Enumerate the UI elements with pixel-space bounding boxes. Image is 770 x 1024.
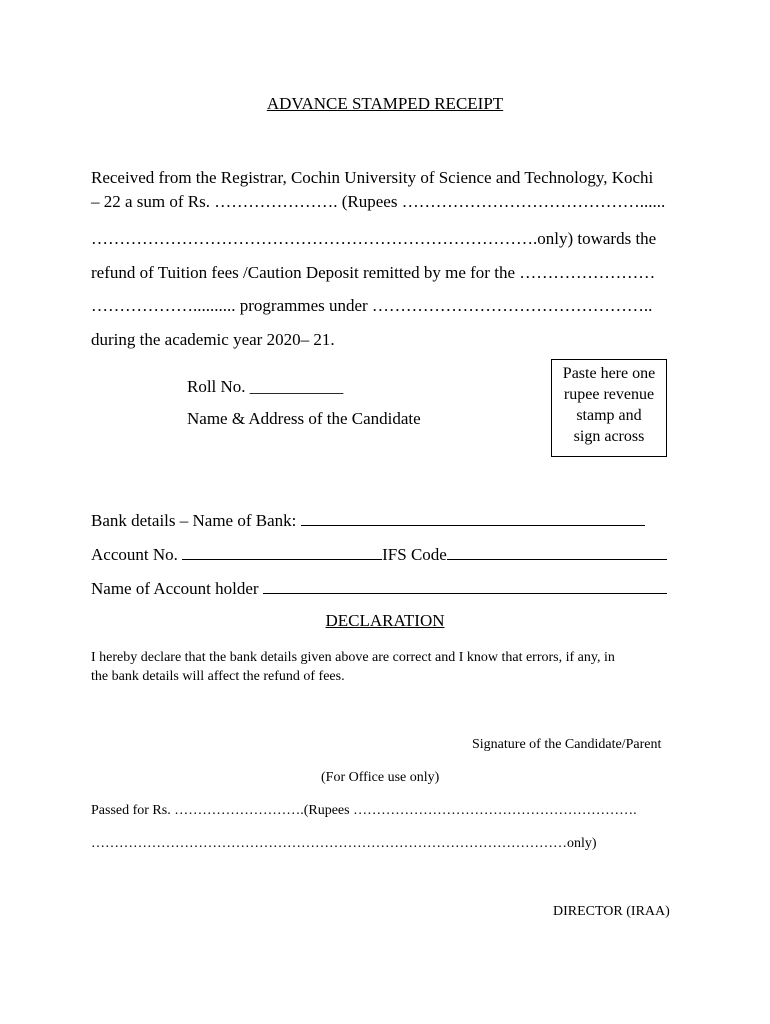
account-number-label: Account No. xyxy=(91,545,183,564)
bank-name-row xyxy=(91,510,645,531)
account-number-blank xyxy=(182,544,382,560)
signature-label: Signature of the Candidate/Parent xyxy=(472,737,662,752)
body-line-1: Received from the Registrar, Cochin University of Science and Technology, Kochi xyxy=(91,168,654,187)
director-label: DIRECTOR (IRAA) xyxy=(553,904,670,919)
revenue-stamp-box xyxy=(551,359,667,457)
body-line-4: refund of Tuition fees /Caution Deposit remitted by me for the …………………… xyxy=(91,263,656,282)
body-line-5: ……………….......... programmes under ………………………………………….. xyxy=(91,296,653,315)
name-address-label: Name & Address of the Candidate xyxy=(187,409,421,428)
stamp-line: sign across xyxy=(573,428,645,445)
bank-name-label: Bank details – Name of Bank: xyxy=(91,511,301,530)
declaration-line-2: the bank details will affect the refund of fees. xyxy=(91,669,345,684)
stamp-line: stamp and xyxy=(576,407,642,424)
body-line-3: …………………………………………………………………….only) towards the xyxy=(91,229,657,248)
ifs-code-blank xyxy=(447,544,667,560)
account-row xyxy=(91,544,667,565)
account-holder-blank xyxy=(263,578,667,594)
bank-name-blank xyxy=(301,510,645,526)
declaration-heading: DECLARATION xyxy=(325,611,445,630)
ifs-code-label: IFS Code xyxy=(382,545,447,564)
declaration-line-1: I hereby declare that the bank details given above are correct and I know that errors, if any, in xyxy=(91,650,615,665)
account-holder-row xyxy=(91,578,667,599)
stamp-line: rupee revenue xyxy=(563,386,655,403)
office-use-heading: (For Office use only) xyxy=(321,770,440,785)
amount-only-line: …………………………………………………………………………………………only) xyxy=(91,836,597,851)
roll-number-field: Roll No. ___________ xyxy=(187,377,344,396)
body-line-6: during the academic year 2020– 21. xyxy=(91,330,335,349)
passed-for-line: Passed for Rs. ……………………….(Rupees ……………………………………………………. xyxy=(91,803,637,818)
page-title: ADVANCE STAMPED RECEIPT xyxy=(266,94,504,113)
account-holder-label: Name of Account holder xyxy=(91,579,263,598)
body-line-2: – 22 a sum of Rs. …………………. (Rupees ……………………………………...... xyxy=(91,192,666,211)
stamp-line: Paste here one xyxy=(562,365,656,382)
